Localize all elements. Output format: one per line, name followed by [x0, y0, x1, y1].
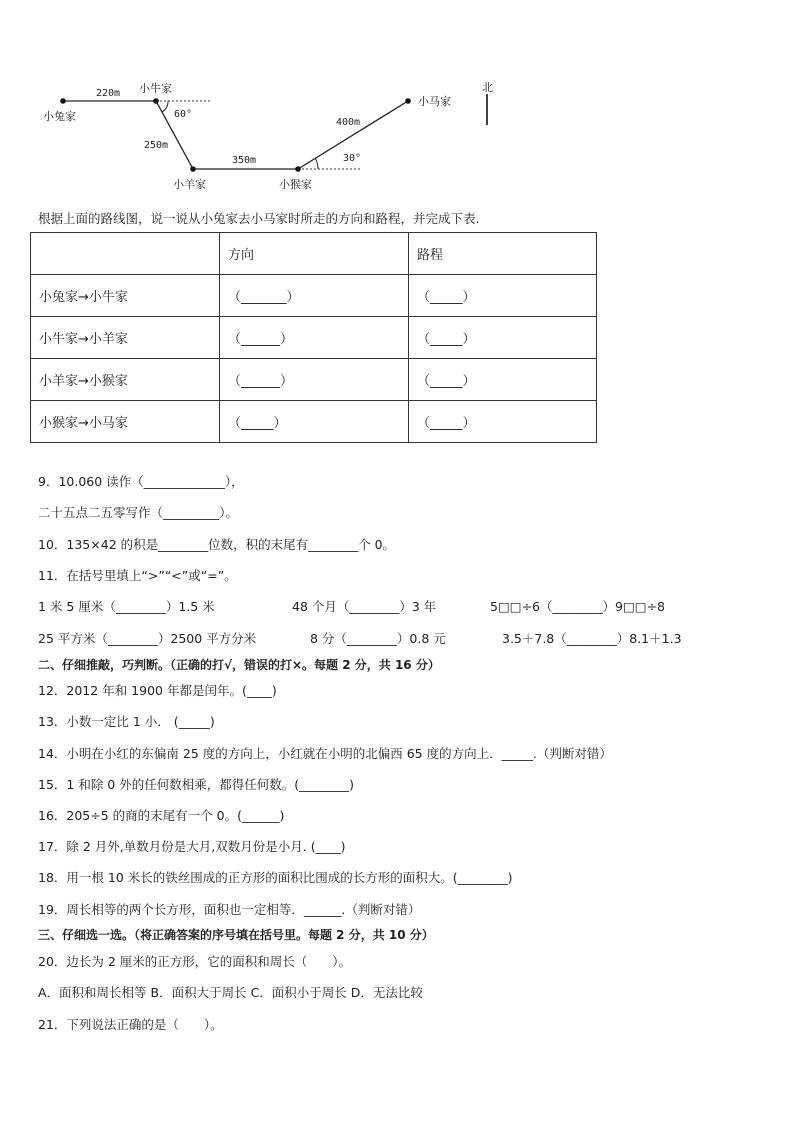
- question-9a: 9．10.060 读作（_____________），: [38, 474, 244, 489]
- route-table: [30, 232, 597, 443]
- distance-blank[interactable]: （_____）: [409, 359, 597, 401]
- distance-monkey-horse: 400m: [336, 117, 361, 128]
- direction-blank[interactable]: （_____）: [220, 401, 409, 443]
- question-16: 16．205÷5 的商的末尾有一个 0。(______): [38, 808, 285, 823]
- question-21: 21．下列说法正确的是（ ）。: [38, 1017, 223, 1032]
- table-header-blank: [31, 233, 220, 275]
- question-20: 20．边长为 2 厘米的正方形，它的面积和周长（ ）。: [38, 954, 352, 969]
- point-horse: [405, 98, 411, 104]
- table-header-direction: 方向: [220, 233, 409, 275]
- compare-item: 8 分（________）0.8 元: [310, 631, 446, 646]
- compare-item: 3.5＋7.8（________）8.1＋1.3: [502, 631, 682, 646]
- compare-item: 25 平方米（________）2500 平方分米: [38, 631, 257, 646]
- table-row: [31, 401, 597, 443]
- section-3-heading: 三、仔细选一选。（将正确答案的序号填在括号里。每题 2 分，共 10 分）: [38, 928, 434, 942]
- route-cell: 小羊家→小猴家: [31, 359, 220, 401]
- angle-monkey-label: 30°: [343, 153, 362, 164]
- question-19: 19．周长相等的两个长方形，面积也一定相等．______.（判断对错）: [38, 902, 421, 917]
- distance-blank[interactable]: （_____）: [409, 401, 597, 443]
- question-10: 10．135×42 的积是________位数，积的末尾有________个 0。: [38, 537, 396, 552]
- direction-blank[interactable]: （_______）: [220, 275, 409, 317]
- question-14: 14．小明在小红的东偏南 25 度的方向上，小红就在小明的北偏西 65 度的方向上．_____.（判断对错）: [38, 746, 612, 761]
- table-row: [31, 317, 597, 359]
- distance-cow-sheep: 250m: [144, 140, 169, 151]
- question-13: 13．小数一定比 1 小． (_____): [38, 714, 215, 729]
- label-rabbit: 小兔家: [43, 110, 76, 123]
- table-header-row: [31, 233, 597, 275]
- instruction-text: 根据上面的路线图，说一说从小兔家去小马家时所走的方向和路程，并完成下表.: [38, 211, 480, 226]
- north-label: 北: [482, 81, 493, 94]
- route-map: [30, 70, 510, 200]
- angle-arc-monkey: [315, 158, 318, 169]
- question-17: 17．除 2 月外,单数月份是大月,双数月份是小月. (____): [38, 839, 346, 854]
- question-11: 11．在括号里填上“>”“<”或“=”。: [38, 568, 237, 583]
- compare-item: 1 米 5 厘米（________）1.5 米: [38, 599, 215, 614]
- route-cell: 小兔家→小牛家: [31, 275, 220, 317]
- point-monkey: [295, 166, 301, 172]
- angle-cow-label: 60°: [174, 109, 193, 120]
- point-sheep: [190, 166, 196, 172]
- label-sheep: 小羊家: [173, 178, 206, 191]
- table-row: [31, 359, 597, 401]
- distance-blank[interactable]: （_____）: [409, 275, 597, 317]
- direction-blank[interactable]: （______）: [220, 317, 409, 359]
- point-cow: [153, 98, 159, 104]
- angle-arc-cow: [162, 101, 168, 112]
- table-header-distance: 路程: [409, 233, 597, 275]
- point-rabbit: [60, 98, 66, 104]
- label-cow: 小牛家: [139, 82, 172, 95]
- label-horse: 小马家: [418, 95, 451, 108]
- question-18: 18．用一根 10 米长的铁丝围成的正方形的面积比围成的长方形的面积大。(________): [38, 870, 513, 885]
- question-20-options: A．面积和周长相等 B．面积大于周长 C．面积小于周长 D．无法比较: [38, 985, 423, 1000]
- question-9b: 二十五点二五零写作（_________）。: [38, 505, 239, 520]
- route-cell: 小牛家→小羊家: [31, 317, 220, 359]
- section-2-heading: 二、仔细推敲，巧判断。（正确的打√，错误的打×。每题 2 分，共 16 分）: [38, 658, 440, 672]
- label-monkey: 小猴家: [279, 178, 312, 191]
- distance-sheep-monkey: 350m: [232, 155, 257, 166]
- distance-blank[interactable]: （_____）: [409, 317, 597, 359]
- compare-item: 5□□÷6（________）9□□÷8: [490, 599, 666, 614]
- direction-blank[interactable]: （______）: [220, 359, 409, 401]
- distance-rabbit-cow: 220m: [96, 88, 121, 99]
- table-row: [31, 275, 597, 317]
- question-15: 15．1 和除 0 外的任何数相乘，都得任何数。(________): [38, 777, 354, 792]
- compare-item: 48 个月（________）3 年: [292, 599, 437, 614]
- question-12: 12．2012 年和 1900 年都是闰年。(____): [38, 683, 277, 698]
- route-cell: 小猴家→小马家: [31, 401, 220, 443]
